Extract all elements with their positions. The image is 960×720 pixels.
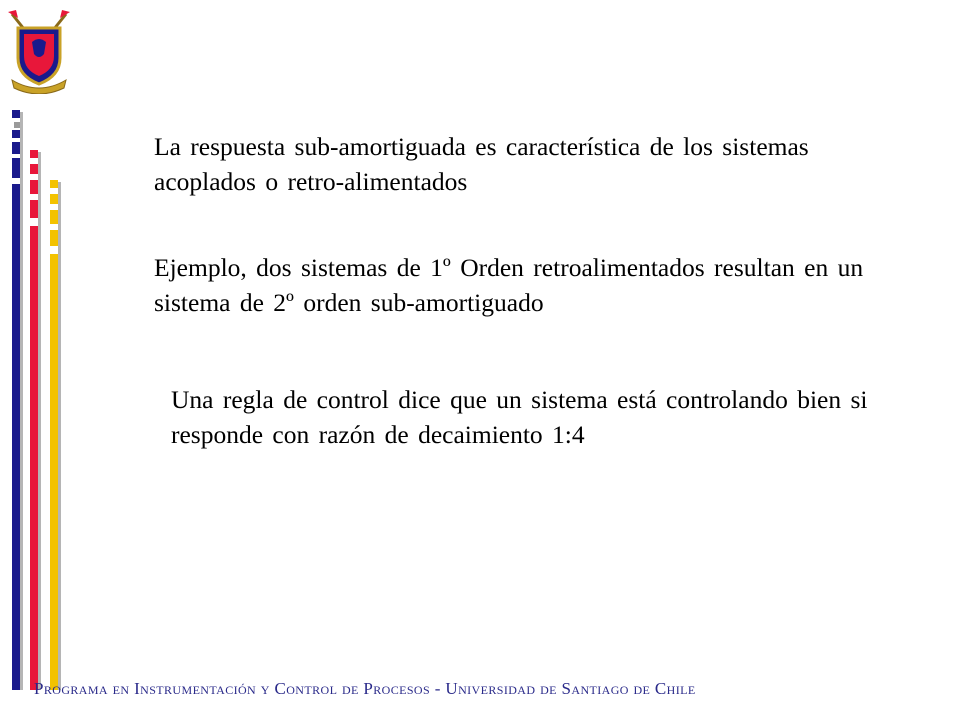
paragraph-underdamped: La respuesta sub-amortiguada es característica de los sistemas acoplados o retro-alimentados [154, 132, 809, 196]
blue-stripe [12, 110, 23, 690]
red-stripe [30, 150, 41, 690]
decorative-stripes [0, 0, 80, 720]
paragraph-example: Ejemplo, dos sistemas de 1º Orden retroalimentados resultan en un sistema de 2º orden sub-amortiguado [154, 253, 864, 317]
yellow-stripe [50, 180, 61, 690]
paragraph-control-rule: Una regla de control dice que un sistema está controlando bien si responde con razón de decaimiento 1:4 [171, 385, 868, 449]
footer-program-title: Programa en Instrumentación y Control de Procesos - Universidad de Santiago de Chile [34, 679, 696, 698]
